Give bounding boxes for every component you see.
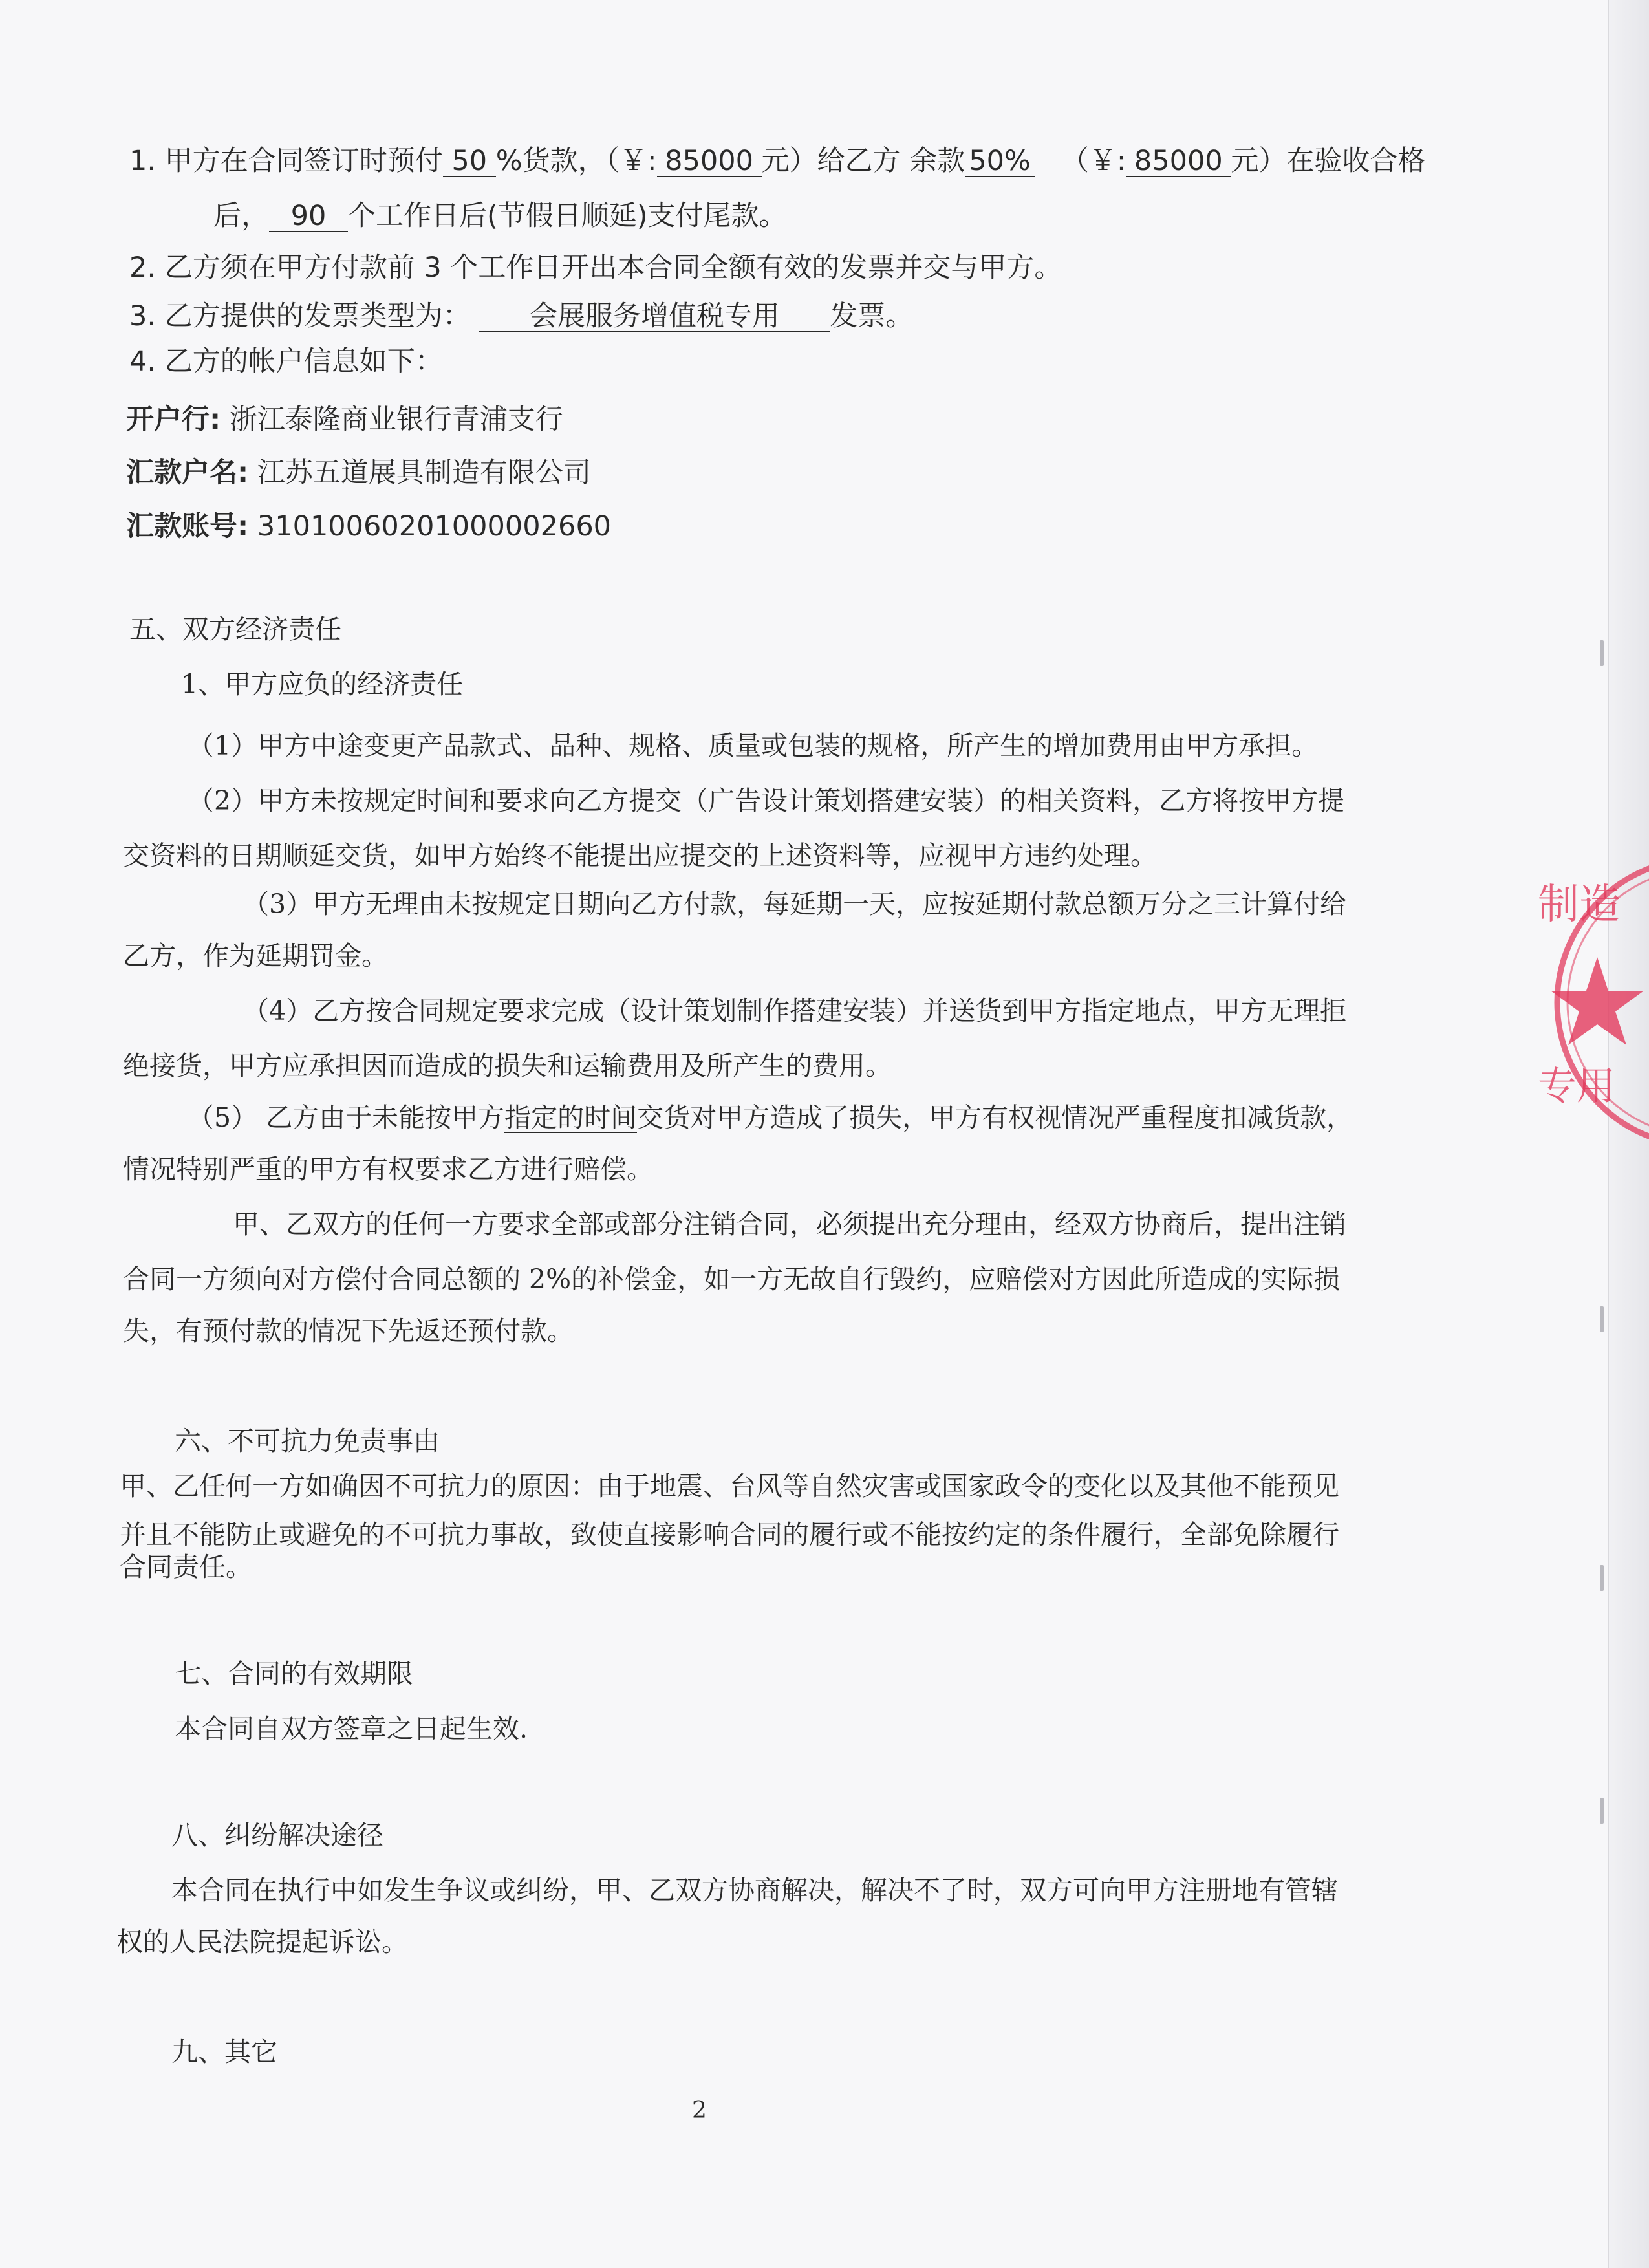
company-seal [1533,854,1649,1151]
section-7-title: 七、合同的有效期限 [175,1658,413,1689]
clause-1: （1）甲方中途变更产品款式、品种、规格、质量或包装的规格，所产生的增加费用由甲方承担。 [188,730,1319,761]
seal-text-bottom: 专用 [1538,1064,1615,1109]
clause-4-line-1: （4）乙方按合同规定要求完成（设计策划制作搭建安装）并送货到甲方指定地点，甲方无理拒 [242,995,1347,1026]
account-number-label: 汇款账号: [126,510,249,543]
scan-mark [1600,640,1604,666]
section-6-line-1: 甲、乙任何一方如确因不可抗力的原因：由于地震、台风等自然灾害或国家政令的变化以及其他不能预见 [120,1471,1339,1502]
page-number: 2 [692,2097,707,2124]
section-8-line-2: 权的人民法院提起诉讼。 [116,1927,408,1958]
clause-2-line-2: 交资料的日期顺延交货，如甲方始终不能提出应提交的上述资料等，应视甲方违约处理。 [123,840,1157,871]
seal-graphic [1533,854,1649,1151]
clause-4-line-2: 绝接货，甲方应承担因而造成的损失和运输费用及所产生的费用。 [123,1050,892,1081]
payment-days: 90 [269,202,348,232]
bank-label: 开户行: [126,404,221,436]
clause-3-line-1: （3）甲方无理由未按规定日期向乙方付款，每延期一天，应按延期付款总额万分之三计算付给 [242,889,1347,920]
cancellation-line-3: 失，有预付款的情况下先返还预付款。 [123,1315,574,1346]
scan-mark [1600,1306,1604,1332]
clause-5-line-1: （5） 乙方由于未能按甲方指定的时间交货对甲方造成了损失，甲方有权视情况严重程度扣减货款， [188,1102,1353,1133]
clause-5-line-2: 情况特别严重的甲方有权要求乙方进行赔偿。 [123,1154,653,1185]
section-8-title: 八、纠纷解决途径 [171,1820,383,1851]
section-5-title: 五、双方经济责任 [129,614,341,645]
cancellation-line-2: 合同一方须向对方偿付合同总额的 2%的补偿金，如一方无故自行毁约，应赔偿对方因此所造成的实际损 [123,1264,1341,1295]
account-name-value: 江苏五道展具制造有限公司 [257,457,591,489]
clause-5-underlined: 指定的时间 [504,1102,638,1133]
section-6-line-2: 并且不能防止或避免的不可抗力事故，致使直接影响合同的履行或不能按约定的条件履行，全部免除履行 [120,1519,1339,1550]
payment-item-1-line-1: 1. 甲方在合同签订时预付 50 %货款，（￥: 85000 元）给乙方 余款 50% （￥: 85000 元）在验收合格 [129,145,1426,177]
scan-mark [1600,1565,1604,1591]
account-name-label: 汇款户名: [126,457,249,489]
payment-item-1-line-2: 后， 90 个工作日后(节假日顺延)支付尾款。 [213,200,787,232]
account-name-line [126,457,591,489]
section-6-title: 六、不可抗力免责事由 [175,1425,440,1456]
section-7-line-1: 本合同自双方签章之日起生效. [175,1713,528,1744]
balance-amount: 85000 [1126,147,1231,177]
bank-value: 浙江泰隆商业银行青浦支行 [229,404,563,436]
scan-mark [1600,1798,1604,1824]
balance-percent: 50% [965,147,1035,177]
clause-2-line-1: （2）甲方未按规定时间和要求向乙方提交（广告设计策划搭建安装）的相关资料，乙方将按甲方提 [188,785,1345,816]
prepay-percent: 50 [443,147,496,177]
section-5-subtitle: 1、甲方应负的经济责任 [181,669,464,700]
seal-text-top: 制造 [1538,881,1621,929]
payment-item-4: 4. 乙方的帐户信息如下： [129,345,443,378]
prepay-amount: 85000 [657,147,762,177]
payment-item-2: 2. 乙方须在甲方付款前 3 个工作日开出本合同全额有效的发票并交与甲方。 [129,252,1062,284]
invoice-type: 会展服务增值税专用 [479,302,830,332]
account-number-line [126,511,611,543]
payment-item-3: 3. 乙方提供的发票类型为： 会展服务增值税专用 发票。 [129,300,914,332]
section-8-line-1: 本合同在执行中如发生争议或纠纷，甲、乙双方协商解决，解决不了时，双方可向甲方注册地有管辖 [171,1875,1338,1906]
account-number-value: 31010060201000002660 [257,510,612,543]
bank-info-line [126,404,563,436]
section-9-title: 九、其它 [171,2036,277,2068]
section-6-line-3: 合同责任。 [120,1551,252,1582]
clause-3-line-2: 乙方，作为延期罚金。 [123,940,388,971]
cancellation-line-1: 甲、乙双方的任何一方要求全部或部分注销合同，必须提出充分理由，经双方协商后，提出注销 [233,1209,1346,1240]
